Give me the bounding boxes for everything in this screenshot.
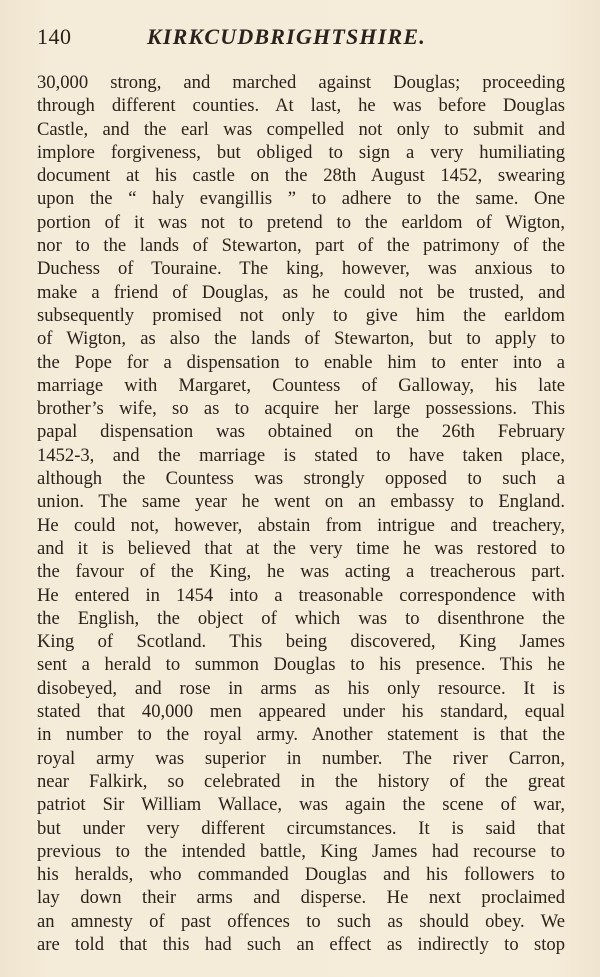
text-line: are told that this had such an effect as indirectly to stop: [37, 933, 565, 955]
running-title: KIRKCUDBRIGHTSHIRE.: [147, 24, 426, 49]
text-line: document at his castle on the 28th August 1452, swearing: [37, 165, 565, 187]
text-line: but under very different circumstances. It is said that: [37, 817, 565, 839]
text-line: lay down their arms and disperse. He next proclaimed: [37, 887, 565, 909]
text-line: previous to the intended battle, King James had recourse to: [37, 840, 565, 862]
text-line: upon the “ haly evangillis ” to adhere to the same. One: [37, 188, 565, 210]
text-line: union. The same year he went on an embassy to England.: [37, 491, 565, 513]
text-line: subsequently promised not only to give him the earldom: [37, 304, 565, 326]
text-line: make a friend of Douglas, as he could not be trusted, and: [37, 281, 565, 303]
page-number: 140: [37, 24, 72, 49]
text-line: He could not, however, abstain from intrigue and treachery,: [37, 514, 565, 536]
text-line: brother’s wife, so as to acquire her large possessions. This: [37, 398, 565, 420]
text-line: portion of it was not to pretend to the earldom of Wigton,: [37, 211, 565, 233]
text-line: near Falkirk, so celebrated in the history of the great: [37, 770, 565, 792]
text-line: the English, the object of which was to disenthrone the: [37, 607, 565, 629]
page-header: [37, 22, 565, 52]
text-line: 30,000 strong, and marched against Douglas; proceeding: [37, 72, 565, 93]
text-line: his heralds, who commanded Douglas and his followers to: [37, 864, 565, 886]
text-line: He entered in 1454 into a treasonable correspondence with: [37, 584, 565, 606]
text-line: the Pope for a dispensation to enable him to enter into a: [37, 351, 565, 373]
body-text: [37, 71, 565, 956]
text-line: sent a herald to summon Douglas to his presence. This he: [37, 654, 565, 676]
text-line: the favour of the King, he was acting a treacherous part.: [37, 561, 565, 583]
text-line: although the Countess was strongly opposed to such a: [37, 468, 565, 490]
text-line: 1452-3, and the marriage is stated to have taken place,: [37, 444, 565, 466]
text-line: Duchess of Touraine. The king, however, was anxious to: [37, 258, 565, 280]
text-line: implore forgiveness, but obliged to sign a very humiliating: [37, 141, 565, 163]
text-line: papal dispensation was obtained on the 26th February: [37, 421, 565, 443]
text-line: royal army was superior in number. The river Carron,: [37, 747, 565, 769]
text-line: in number to the royal army. Another statement is that the: [37, 724, 565, 746]
text-line: an amnesty of past offences to such as should obey. We: [37, 910, 565, 932]
text-line: nor to the lands of Stewarton, part of the patrimony of the: [37, 235, 565, 257]
text-line: through different counties. At last, he was before Douglas: [37, 95, 565, 117]
text-line: and it is believed that at the very time he was restored to: [37, 537, 565, 559]
text-line: marriage with Margaret, Countess of Galloway, his late: [37, 374, 565, 396]
text-line: Castle, and the earl was compelled not only to submit and: [37, 118, 565, 140]
text-line: patriot Sir William Wallace, was again the scene of war,: [37, 794, 565, 816]
text-line: King of Scotland. This being discovered, King James: [37, 631, 565, 653]
text-line: disobeyed, and rose in arms as his only resource. It is: [37, 677, 565, 699]
text-line: of Wigton, as also the lands of Stewarton, but to apply to: [37, 328, 565, 350]
text-line: stated that 40,000 men appeared under his standard, equal: [37, 701, 565, 723]
